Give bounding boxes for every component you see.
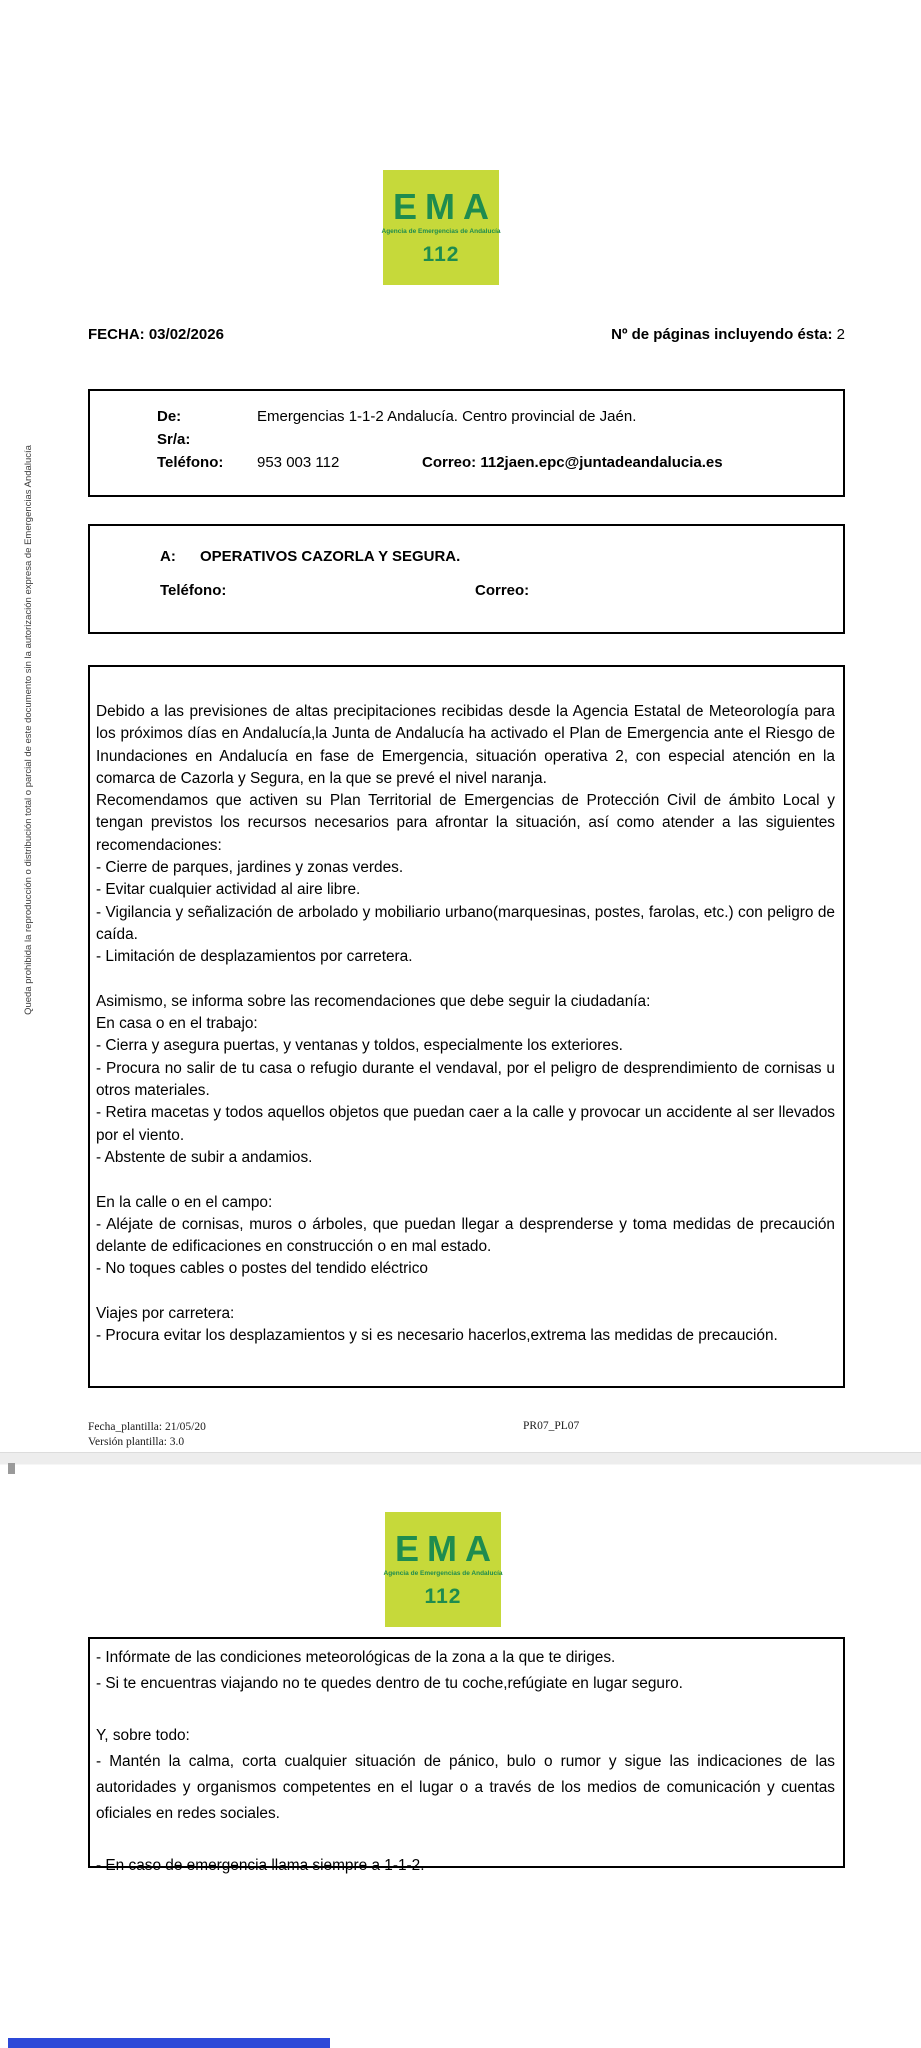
recipient-telefono-label: Teléfono:	[160, 582, 227, 599]
pages-value: 2	[836, 326, 845, 343]
correo-label: Correo:	[422, 454, 477, 471]
body-line: Y, sobre todo:	[96, 1727, 190, 1744]
body-line: Viajes por carretera:	[96, 1305, 235, 1323]
footer-template-version: Versión plantilla: 3.0	[88, 1436, 185, 1448]
fecha-label: FECHA:	[88, 326, 145, 343]
body-line: - Retira macetas y todos aquellos objetos que puedan caer a la calle y provocar un accidente al ser llevados por el viento.	[96, 1104, 835, 1144]
a-value: OPERATIVOS CAZORLA Y SEGURA.	[200, 548, 461, 565]
body-line: - Vigilancia y señalización de arbolado y mobiliario urbano(marquesinas, postes, farolas, etc.) con peligro de caída.	[96, 903, 835, 943]
recipient-a-row	[160, 546, 843, 568]
body-line: - Cierre de parques, jardines y zonas verdes.	[96, 859, 404, 877]
sra-label: Sr/a:	[157, 431, 191, 448]
page-edge-mark	[8, 1463, 15, 1474]
logo-subtitle: Agencia de Emergencias de Andalucía	[381, 227, 501, 235]
footer-document-code: PR07_PL07	[523, 1420, 580, 1432]
pages-label: Nº de páginas incluyendo ésta:	[611, 326, 833, 343]
page-separator	[0, 1452, 921, 1465]
sender-de-row	[157, 405, 843, 428]
a-label: A:	[160, 548, 176, 565]
logo-subtitle: Agencia de Emergencias de Andalucía	[383, 1569, 503, 1577]
body-paragraph: - Mantén la calma, corta cualquier situación de pánico, bulo o rumor y sigue las indicaciones de las autoridades y organismos competentes en el lugar o a través de los medios de comunicación y cuentas oficiales en redes sociales.	[96, 1753, 835, 1822]
body-line: - No toques cables o postes del tendido eléctrico	[96, 1260, 428, 1278]
body-line: - Limitación de desplazamientos por carretera.	[96, 948, 413, 966]
body-line: - Infórmate de las condiciones meteorológicas de la zona a la que te diriges.	[96, 1649, 616, 1666]
bottom-selection-bar	[8, 2038, 330, 2048]
body-line: - Evitar cualquier actividad al aire libre.	[96, 881, 361, 899]
side-copyright-note: Queda prohibida la reproducción o distribución total o parcial de este documento sin la autorización expresa de Emergencias Andalucía	[23, 445, 34, 1015]
logo-number: 112	[424, 1584, 462, 1608]
telefono-value: 953 003 112	[257, 454, 340, 471]
recipient-correo-label: Correo:	[475, 582, 530, 599]
body-paragraph: Recomendamos que activen su Plan Territorial de Emergencias de Protección Civil de ámbito Local y tengan previstos los recursos necesarios para afrontar la situación, así como atender a las siguientes recomendaciones:	[96, 792, 835, 854]
body-line: - Abstente de subir a andamios.	[96, 1148, 313, 1166]
message-body-box	[88, 665, 845, 1388]
blank-line	[96, 1827, 835, 1853]
recipient-box	[88, 524, 845, 634]
footer-template-info	[88, 1420, 206, 1450]
correo-field	[422, 451, 723, 474]
fecha-value: 03/02/2026	[148, 326, 224, 343]
header-row	[88, 326, 845, 343]
logo-title: EMA	[395, 1527, 499, 1569]
footer-template-date: Fecha_plantilla: 21/05/20	[88, 1421, 206, 1433]
body-line: En la calle o en el campo:	[96, 1193, 273, 1211]
sender-box	[88, 389, 845, 497]
sender-sra-row	[157, 428, 843, 451]
blank-line	[96, 1697, 835, 1723]
body-paragraph: Debido a las previsiones de altas precipitaciones recibidas desde la Agencia Estatal de Meteorología para los próximos días en Andalucía,la Junta de Andalucía ha activado el Plan de Emergencia ante el Riesgo de Inundaciones en Andalucía en fase de Emergencia, situación operativa 2, con especial atención en la comarca de Cazorla y Segura, en la que se prevé el nivel naranja.	[96, 703, 835, 787]
body-line: - Cierra y asegura puertas, y ventanas y toldos, especialmente los exteriores.	[96, 1037, 623, 1055]
logo-number: 112	[422, 242, 460, 266]
body-line: En casa o en el trabajo:	[96, 1015, 258, 1033]
ema-112-logo	[383, 170, 499, 285]
blank-line	[96, 969, 835, 991]
message-body-box-page2	[88, 1637, 845, 1874]
body-line: Asimismo, se informa sobre las recomendaciones que debe seguir la ciudadanía:	[96, 992, 651, 1010]
logo-title: EMA	[393, 185, 497, 227]
recipient-contact-row	[160, 580, 843, 602]
body-line: - Procura evitar los desplazamientos y si es necesario hacerlos,extrema las medidas de precaución.	[96, 1327, 778, 1345]
pages-field	[611, 326, 845, 343]
de-label: De:	[157, 408, 182, 425]
telefono-label: Teléfono:	[157, 454, 224, 471]
blank-line	[96, 1281, 835, 1303]
body-line: - Si te encuentras viajando no te quedes dentro de tu coche,refúgiate en lugar seguro.	[96, 1675, 683, 1692]
ema-112-logo	[385, 1512, 501, 1627]
body-line: - En caso de emergencia llama siempre a 1-1-2.	[96, 1857, 425, 1874]
blank-line	[96, 1169, 835, 1191]
de-value: Emergencias 1-1-2 Andalucía. Centro provincial de Jaén.	[257, 408, 637, 425]
sender-contact-row	[157, 451, 843, 474]
body-line: - Procura no salir de tu casa o refugio durante el vendaval, por el peligro de desprendimiento de cornisas u otros materiales.	[96, 1059, 835, 1100]
body-line: - Aléjate de cornisas, muros o árboles, que puedan llegar a desprenderse y toma medidas de precaución delante de edificaciones en construcción o en mal estado.	[96, 1215, 835, 1256]
correo-value: 112jaen.epc@juntadeandalucia.es	[480, 454, 723, 471]
fecha-field	[88, 326, 224, 343]
